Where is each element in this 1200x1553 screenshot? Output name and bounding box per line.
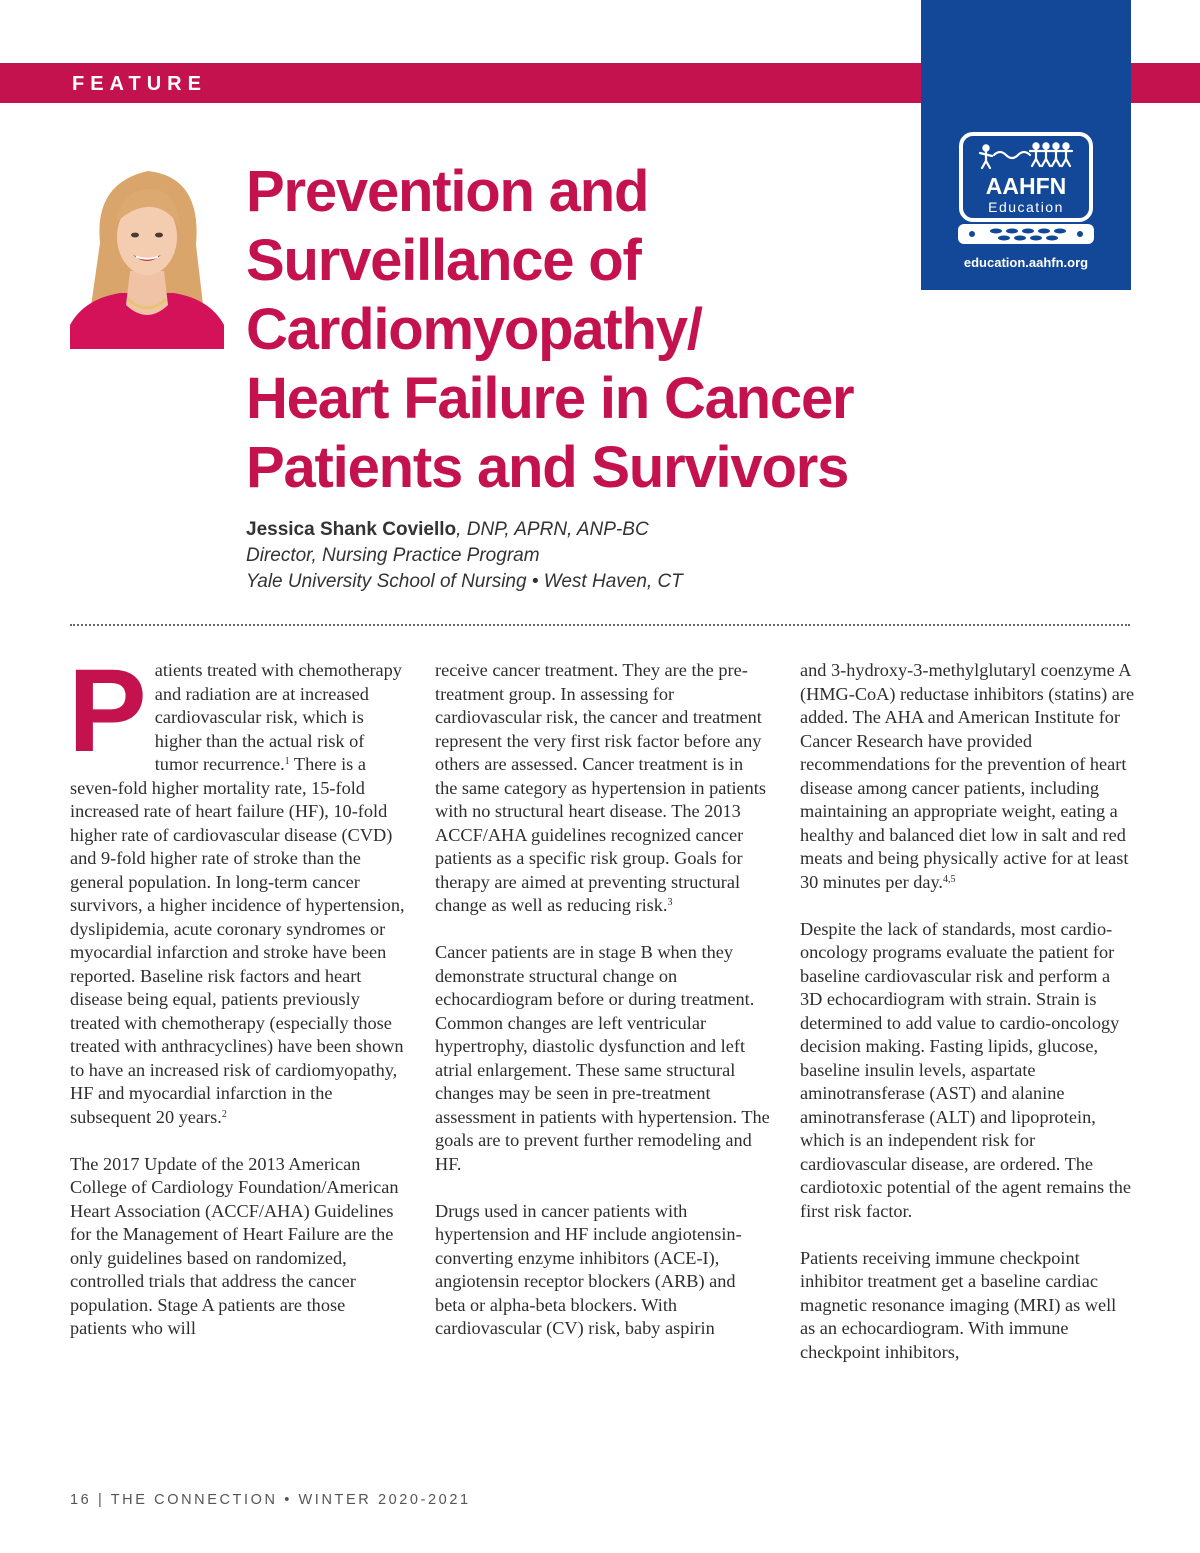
article-title bbox=[246, 157, 936, 502]
section-label: FEATURE bbox=[72, 73, 207, 95]
badge-brand: AAHFN bbox=[985, 173, 1067, 199]
citation-ref: 3 bbox=[667, 897, 673, 908]
author-photo bbox=[70, 153, 224, 349]
author-credentials: , DNP, APRN, ANP-BC bbox=[456, 519, 649, 540]
author-position bbox=[246, 543, 683, 569]
title-line: Prevention and bbox=[246, 159, 649, 224]
paragraph: The 2017 Update of the 2013 American College of Cardiology Foundation/American Heart Association (ACCF/AHA) Guidelines for the Management of Heart Failure are the only guidelines based on randomized, controlled trials that address the cancer population. Stage A patients are those patients who will bbox=[70, 1153, 399, 1338]
body-column-3 bbox=[800, 659, 1135, 1388]
paragraph bbox=[800, 659, 1135, 894]
author-line bbox=[246, 517, 683, 543]
paragraph-text: There is a seven-fold higher mortality rate, 15-fold increased rate of heart failure (HF), 10-fold higher rate of cardiovascular disease (CVD) and 9-fold higher rate of stroke than the general population. In long-term cancer survivors, a higher incidence of hypertension, dyslipidemia, acute coronary syndromes or myocardial infarction and stroke have been reported. Baseline risk factors and heart disease being equal, patients previously treated with chemotherapy (especially those treated with anthracyclines) have been shown to have an increased risk of cardiomyopathy, HF and myocardial infarction in the subsequent 20 years. bbox=[70, 754, 405, 1127]
aahfn-education-badge[interactable] bbox=[921, 0, 1131, 290]
author-affiliation-text: Yale University School of Nursing • West Haven, CT bbox=[246, 571, 683, 592]
author-position-text: Director, Nursing Practice Program bbox=[246, 545, 540, 566]
author-name: Jessica Shank Coviello bbox=[246, 519, 457, 540]
paragraph-text: and 3-hydroxy-3-methylglutaryl coenzyme A (HMG-CoA) reductase inhibitors (statins) are added. The AHA and American Institute for Cancer Research have provided recommendations for the prevention of heart disease among cancer patients, including maintaining an appropriate weight, eating a healthy and balanced diet low in salt and red meats and being physically active for at least 30 minutes per day. bbox=[800, 660, 1135, 892]
citation-ref: 2 bbox=[221, 1108, 227, 1120]
author-affiliation bbox=[246, 569, 683, 595]
paragraph: Drugs used in cancer patients with hypertension and HF include angiotensin-converting enzyme inhibitors (ACE-I), angiotensin receptor blockers (ARB) and beta or alpha-beta blockers. With cardiovascular (CV) risk, baby aspirin bbox=[435, 1200, 742, 1338]
drop-cap: P bbox=[68, 645, 147, 777]
body-column-1 bbox=[68, 645, 405, 1364]
author-byline bbox=[246, 517, 683, 595]
dotted-divider bbox=[70, 624, 1130, 626]
title-line: Cardiomyopathy/ bbox=[246, 297, 702, 362]
paragraph-text: atients treated with chemotherapy and radiation are at increased cardiovascular risk, which is higher than the actual risk of tumor recurrence. bbox=[154, 660, 402, 774]
paragraph bbox=[435, 659, 770, 918]
paragraph bbox=[68, 645, 405, 1129]
citation-ref: 1 bbox=[284, 756, 290, 767]
title-line: Patients and Survivors bbox=[246, 435, 849, 500]
badge-sub: Education bbox=[988, 199, 1064, 215]
citation-ref: 4,5 bbox=[943, 873, 956, 885]
paragraph: Cancer patients are in stage B when they demonstrate structural change on echocardiogram before or during treatment. Common changes are left ventricular hypertrophy, diastolic dysfunction and left atrial enlargement. These same structural changes may be seen in pre-treatment assessment in patients with hypertension. The goals are to prevent further remodeling and HF. bbox=[435, 942, 770, 1174]
title-line: Heart Failure in Cancer bbox=[246, 366, 854, 431]
body-column-2 bbox=[435, 659, 770, 1364]
badge-url[interactable]: education.aahfn.org bbox=[963, 255, 1089, 270]
paragraph: Despite the lack of standards, most cardio-oncology programs evaluate the patient for baseline cardiovascular risk and perform a 3D echocardiogram with strain. Strain is determined to add value to cardio-oncology decision making. Fasting lipids, glucose, baseline insulin levels, aspartate aminotransferase (AST) and alanine aminotransferase (ALT) and lipoprotein, which is an independent risk for cardiovascular disease, are ordered. The cardiotoxic potential of the agent remains the first risk factor. bbox=[800, 918, 1131, 1221]
aahfn-education-logo bbox=[958, 131, 1094, 247]
page-footer: 16 | THE CONNECTION • WINTER 2020-2021 bbox=[70, 1492, 471, 1508]
paragraph: Patients receiving immune checkpoint inhibitor treatment get a baseline cardiac magnetic resonance imaging (MRI) as well as an echocardiogram. With immune checkpoint inhibitors, bbox=[800, 1247, 1117, 1362]
title-line: Surveillance of bbox=[246, 228, 641, 293]
paragraph-text: receive cancer treatment. They are the pre-treatment group. In assessing for cardiovascular risk, the cancer and treatment represent the very first risk factor before any others are assessed. Cancer treatment is in the same category as hypertension in patients with no structural heart disease. The 2013 ACCF/AHA guidelines recognized cancer patients as a specific risk group. Goals for therapy are aimed at preventing structural change as well as reducing risk. bbox=[435, 660, 766, 915]
